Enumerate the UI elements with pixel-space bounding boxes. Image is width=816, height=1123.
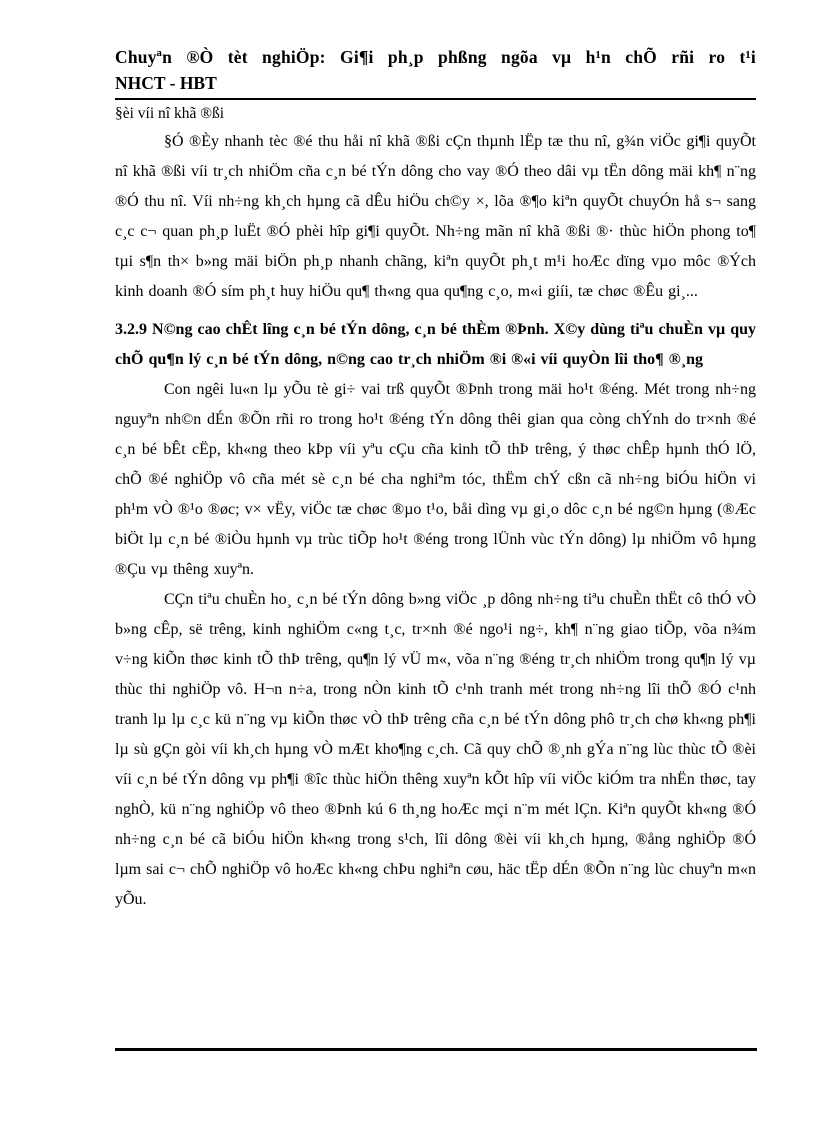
section-heading-3-2-9: 3.2.9 N©ng cao chÊt lîng c¸n bé tÝn dông, c¸n bé thÈm ®Þnh. X©y dùng tiªu chuÈn vµ quy chÕ qu¶n lý c¸n bé tÝn dông, n©ng cao tr¸ch nhiÖm ®i ®«i víi quyÒn lîi tho¶ ®¸ng <box>115 321 756 368</box>
subheading-bad-debt: §èi víi nî khã ®ßi <box>115 105 225 122</box>
footer-divider <box>115 1048 757 1051</box>
page-header-title-line1: Chuyªn ®Ò tèt nghiÖp: Gi¶i ph¸p phßng ngõa vµ h¹n chÕ rñi ro t¹i <box>115 47 756 67</box>
paragraph-staff-standards: CÇn tiªu chuÈn ho¸ c¸n bé tÝn dông b»ng viÖc ¸p dông nh÷ng tiªu chuÈn thËt cô thÓ vÒ b»ng cÊp, së trêng, kinh nghiÖm c«ng t¸c, tr×nh ®é ngo¹i ng÷, kh¶ n¨ng giao tiÕp, võa n¾m v÷ng kiÕn thøc kinh tÕ thÞ trêng, qu¶n lý vÜ m«, võa n¨ng ®éng tr¸ch nhiÖm trong qu¶n lý vµ thùc thi nghiÖp vô. H¬n n÷a, trong nÒn kinh tÕ c¹nh tranh mét trong nh÷ng lîi thÕ ®Ó c¹nh tranh lµ lµ c¸c kü n¨ng vµ kiÕn thøc vÒ thÞ trêng cña c¸n bé tÝn dông phô tr¸ch chø kh«ng ph¶i lµ sù gÇn gòi víi kh¸ch hµng vÒ mÆt kho¶ng c¸ch. Cã quy chÕ ®¸nh gÝa n¨ng lùc thùc tÕ ®èi víi c¸n bé tÝn dông vµ ph¶i ®îc thùc hiÖn thêng xuyªn kÕt hîp víi viÖc kiÓm tra nhËn thøc, tay nghÒ, kü n¨ng nghiÖp vô theo ®Þnh kú 6 th¸ng hoÆc mçi n¨m mét lÇn. Kiªn quyÕt kh«ng ®Ó nh÷ng c¸n bé cã biÓu hiÖn kh«ng trong s¹ch, lîi dông ®èi víi kh¸ch hµng, ®ång nghiÖp ®Ó lµm sai c¬ chÕ nghiÖp vô hoÆc kh«ng chÞu nghiªn cøu, häc tËp dÉn ®Õn n¨ng lùc chuyªn m«n yÕu. <box>115 591 756 908</box>
page-header-title-line2: NHCT - HBT <box>115 73 217 93</box>
paragraph-debt-recovery: §Ó ®Èy nhanh tèc ®é thu håi nî khã ®ßi cÇn thµnh lËp tæ thu nî, g¾n viÖc gi¶i quyÕt nî khã ®ßi víi tr¸ch nhiÖm cña c¸n bé tÝn dông cho vay ®Ó theo dâi vµ tËn dông mäi kh¶ n¨ng ®Ó thu nî. Víi nh÷ng kh¸ch hµng cã dÊu hiÖu ch©y ×, lõa ®¶o kiªn quyÕt chuyÓn hå s¬ sang c¸c c¬ quan ph¸p luËt ®Ó phèi hîp gi¶i quyÕt. Nh÷ng mãn nî khã ®ßi ®· thùc hiÖn phong to¶ tµi s¶n th× b»ng mäi biÖn ph¸p nhanh chãng, kiªn quyÕt ph¸t m¹i hoÆc dïng vµo môc ®Ých kinh doanh ®Ó sím ph¸t huy hiÖu qu¶ th«ng qua qu¶ng c¸o, m«i giíi, tæ chøc ®Êu gi¸... <box>115 133 756 300</box>
page-content <box>115 44 756 915</box>
paragraph-staff-training: Con ngêi lu«n lµ yÕu tè gi÷ vai trß quyÕt ®Þnh trong mäi ho¹t ®éng. Mét trong nh÷ng nguyªn nh©n dÉn ®Õn rñi ro trong ho¹t ®éng tÝn dông thêi gian qua còng chÝnh do tr×nh ®é c¸n bé bÊt cËp, kh«ng theo kÞp víi yªu cÇu cña kinh tÕ thÞ trêng, ý thøc chÊp hµnh thÓ lÖ, chÕ ®é nghiÖp vô cña mét sè c¸n bé cha nghiªm tóc, thËm chÝ cßn cã nh÷ng biÓu hiÖn vi ph¹m vÒ ®¹o ®øc; v× vËy, viÖc tæ chøc ®µo t¹o, båi dìng vµ gi¸o dôc c¸n bé ng©n hµng (®Æc biÖt lµ c¸n bé ®iÒu hµnh vµ trùc tiÕp ho¹t ®éng trong lÜnh vùc tÝn dông) lµ nhiÖm vô hµng ®Çu vµ thêng xuyªn. <box>115 381 756 578</box>
